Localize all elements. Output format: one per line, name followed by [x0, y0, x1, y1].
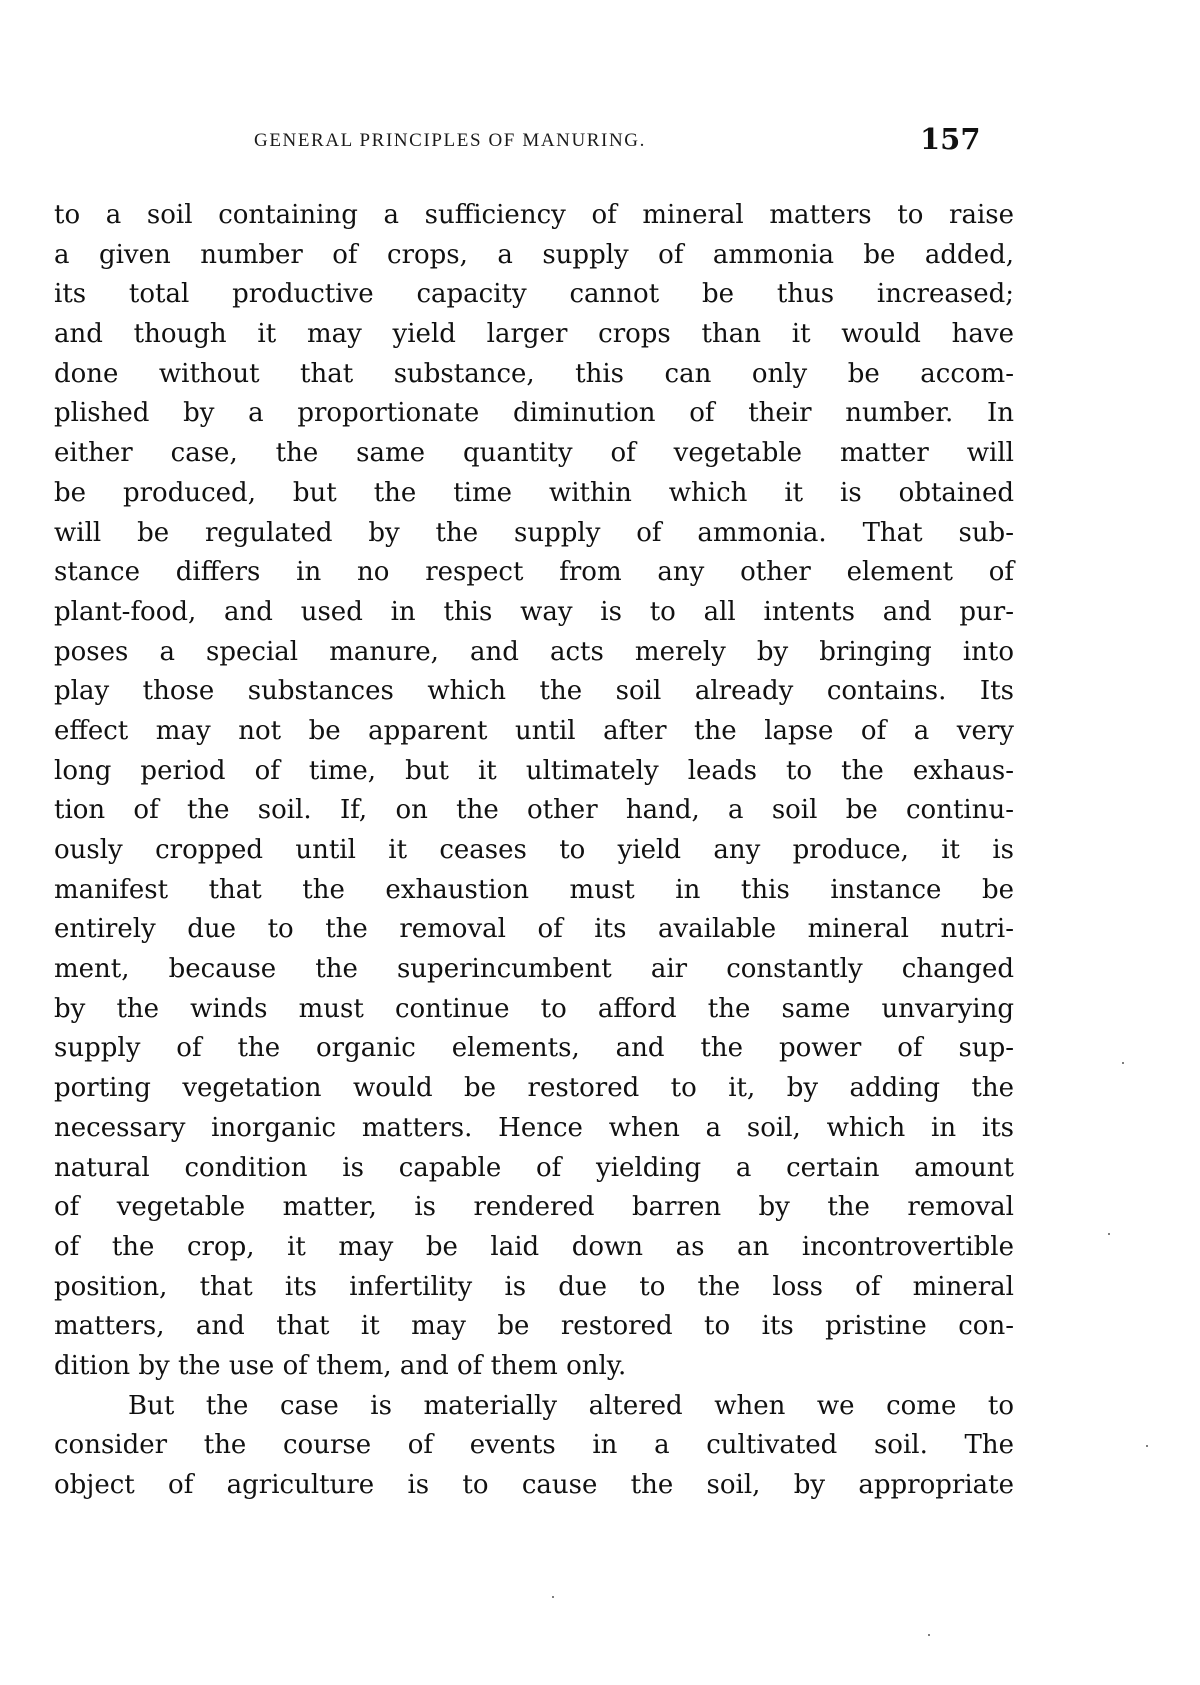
- text-line: plant-food, and used in this way is to all intents and pur-: [54, 596, 1014, 627]
- text-line: by the winds must continue to afford the same unvarying: [54, 993, 1014, 1024]
- text-line: play those substances which the soil already contains. Its: [54, 676, 1014, 707]
- text-line: done without that substance, this can only be accom-: [54, 358, 1014, 389]
- scan-speck: [552, 1596, 554, 1598]
- text-line: But the case is materially altered when we come to: [128, 1390, 1014, 1421]
- body-text: [54, 196, 1014, 1506]
- scan-speck: [928, 1634, 930, 1636]
- text-line: position, that its infertility is due to the loss of mineral: [54, 1271, 1014, 1302]
- text-line: to a soil containing a sufficiency of mineral matters to raise: [54, 200, 1014, 230]
- text-line: plished by a proportionate diminution of their number. In: [54, 398, 1014, 429]
- scan-speck: [1146, 1445, 1148, 1447]
- scan-speck: [1108, 1233, 1110, 1235]
- text-line: ment, because the superincumbent air constantly changed: [54, 954, 1014, 985]
- text-line: manifest that the exhaustion must in this instance be: [54, 874, 1014, 905]
- text-line: either case, the same quantity of vegetable matter will: [54, 438, 1014, 469]
- text-line: object of agriculture is to cause the soil, by appropriate: [54, 1470, 1014, 1500]
- paragraph-1: [54, 196, 1014, 1387]
- text-line: tion of the soil. If, on the other hand, a soil be continu-: [54, 795, 1014, 826]
- text-line: ously cropped until it ceases to yield any produce, it is: [54, 835, 1014, 865]
- text-line: poses a special manure, and acts merely by bringing into: [54, 636, 1014, 667]
- text-line: of the crop, it may be laid down as an incontrovertible: [54, 1231, 1014, 1262]
- running-head: GENERAL PRINCIPLES OF MANURING.: [254, 130, 646, 151]
- text-line: be produced, but the time within which it is obtained: [54, 477, 1014, 508]
- text-line: of vegetable matter, is rendered barren by the removal: [54, 1192, 1014, 1223]
- text-line: matters, and that it may be restored to its pristine con-: [54, 1311, 1014, 1342]
- text-line: porting vegetation would be restored to it, by adding the: [54, 1073, 1014, 1104]
- text-line: dition by the use of them, and of them only.: [54, 1350, 627, 1381]
- paragraph-2: [54, 1387, 1014, 1506]
- text-line: natural condition is capable of yielding a certain amount: [54, 1152, 1014, 1183]
- text-line: and though it may yield larger crops than it would have: [54, 319, 1014, 350]
- text-line: long period of time, but it ultimately leads to the exhaus-: [54, 755, 1014, 786]
- page-number: 157: [920, 122, 981, 156]
- text-line: stance differs in no respect from any other element of: [54, 557, 1014, 588]
- text-line: a given number of crops, a supply of ammonia be added,: [54, 239, 1014, 270]
- text-line: effect may not be apparent until after the lapse of a very: [54, 715, 1014, 746]
- scan-speck: [1122, 1062, 1124, 1064]
- text-line: necessary inorganic matters. Hence when a soil, which in its: [54, 1112, 1014, 1143]
- text-line: entirely due to the removal of its available mineral nutri-: [54, 914, 1014, 945]
- text-line: its total productive capacity cannot be thus increased;: [54, 279, 1014, 310]
- text-line: consider the course of events in a cultivated soil. The: [54, 1430, 1014, 1461]
- text-line: supply of the organic elements, and the power of sup-: [54, 1033, 1014, 1064]
- text-line: will be regulated by the supply of ammonia. That sub-: [54, 517, 1014, 548]
